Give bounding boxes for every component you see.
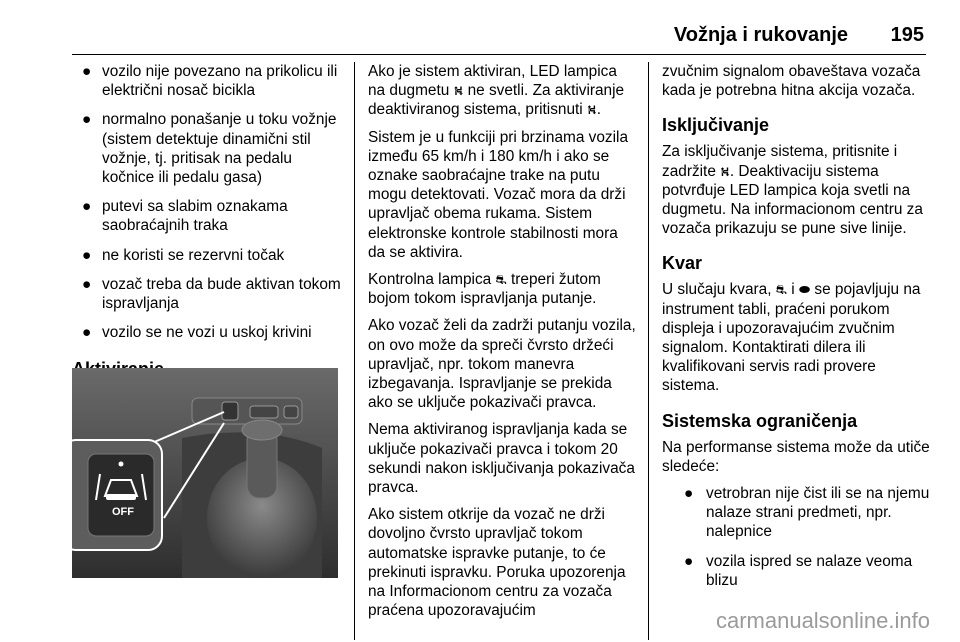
column-divider-2 xyxy=(648,62,649,640)
list-item: ● vetrobran nije čist ili se na njemu nalaze strani predmeti, npr. nalepnice xyxy=(684,485,930,541)
lane-keep-button-icon: ⛕ xyxy=(587,102,597,118)
paragraph: Na performanse sistema može da utiče sledeće: xyxy=(662,438,930,475)
lane-keep-button-icon: ⛕ xyxy=(720,163,730,179)
paragraph: U slučaju kvara, ⛐ i ⬬ se pojavljuju na instrument tabli, praćeni porukom displeja i upozoravajućim zvučnim signalom. Kontaktirati dilera ili kvalifikovani servis radi provere sistema. xyxy=(662,281,921,395)
list-item: ● vozila ispred se nalaze veoma blizu xyxy=(684,552,913,589)
column-3 xyxy=(662,62,930,600)
page-number: 195 xyxy=(890,24,924,46)
paragraph: Kontrolna lampica ⛐ treperi žutom bojom tokom ispravljanja putanje. xyxy=(368,271,601,308)
heading-fault: Kvar xyxy=(662,253,703,274)
console-figure xyxy=(72,368,338,578)
conditions-list xyxy=(72,62,342,342)
console-illustration xyxy=(72,368,338,578)
lane-keep-telltale-icon: ⛐ xyxy=(495,272,507,288)
paragraph: Ako vozač želi da zadrži putanju vozila, on ovo može da spreči čvrsto držeći upravljač, npr. tokom manevra izbegavanja. Ispravljanje se prekida ako se uključe pokazivači pravca. xyxy=(368,317,636,412)
list-item: ● vozilo nije povezano na prikolicu ili električni nosač bicikla xyxy=(82,63,338,100)
steering-service-icon: ⬬ xyxy=(799,282,811,298)
paragraph: Ako sistem otkrije da vozač ne drži dovoljno čvrsto upravljač tokom automatske ispravke putanje, to će prekinuti ispravku. Poruka upozorenja na Informacionom centru za vozača praćena upozoravajućim xyxy=(368,506,626,620)
section-title: Vožnja i rukovanje xyxy=(673,24,848,46)
list-item: ● normalno ponašanje u toku vožnje (sistem detektuje dinamični stil vožnje, tj. pritisak na pedalu kočnice ili pedalu gasa) xyxy=(82,111,337,187)
page-header xyxy=(0,0,960,56)
off-label: OFF xyxy=(112,506,134,518)
paragraph: Ako je sistem aktiviran, LED lampica na dugmetu ⛕ ne svetli. Za aktiviranje deaktiviranog sistema, pritisnuti ⛕. xyxy=(368,63,625,119)
list-item: ● vozilo se ne vozi u uskoj krivini xyxy=(82,324,312,342)
column-divider-1 xyxy=(354,62,355,640)
limitations-list xyxy=(662,484,930,590)
header-rule xyxy=(72,54,926,55)
lane-keep-button-icon: ⛕ xyxy=(453,83,464,99)
list-item: ● putevi sa slabim oznakama saobraćajnih traka xyxy=(82,198,288,235)
paragraph: Za isključivanje sistema, pritisnite i zadržite ⛕. Deaktivaciju sistema potvrđuje LED lampica koja svetli na dugmetu. Na informacionom centru za vozača prikazuju se pune sive linije. xyxy=(662,143,923,238)
heading-limitations: Sistemska ograničenja xyxy=(662,410,858,431)
list-item: ● ne koristi se rezervni točak xyxy=(82,246,285,264)
paragraph: Nema aktiviranog ispravljanja kada se uključe pokazivači pravca i tokom 20 sekundi nakon isključivanja pokazivača pravca. xyxy=(368,421,635,497)
heading-deactivation: Isključivanje xyxy=(662,115,770,136)
paragraph: Sistem je u funkciji pri brzinama vozila između 65 km/h i 180 km/h i ako se oznake saobraćajne trake na putu mogu detektovati. Vozač mora da drži upravljač obema rukama. Sistem elektronske kontrole stabilnosti mora da se aktivira. xyxy=(368,128,629,261)
column-1 xyxy=(72,62,342,386)
paragraph: zvučnim signalom obaveštava vozača kada je potrebna hitna akcija vozača. xyxy=(662,63,921,100)
list-item: ● vozač treba da bude aktivan tokom ispravljanja xyxy=(82,275,341,313)
lane-keep-telltale-icon: ⛐ xyxy=(775,282,788,298)
watermark: carmanualsonline.info xyxy=(715,608,930,633)
column-2 xyxy=(368,62,636,628)
